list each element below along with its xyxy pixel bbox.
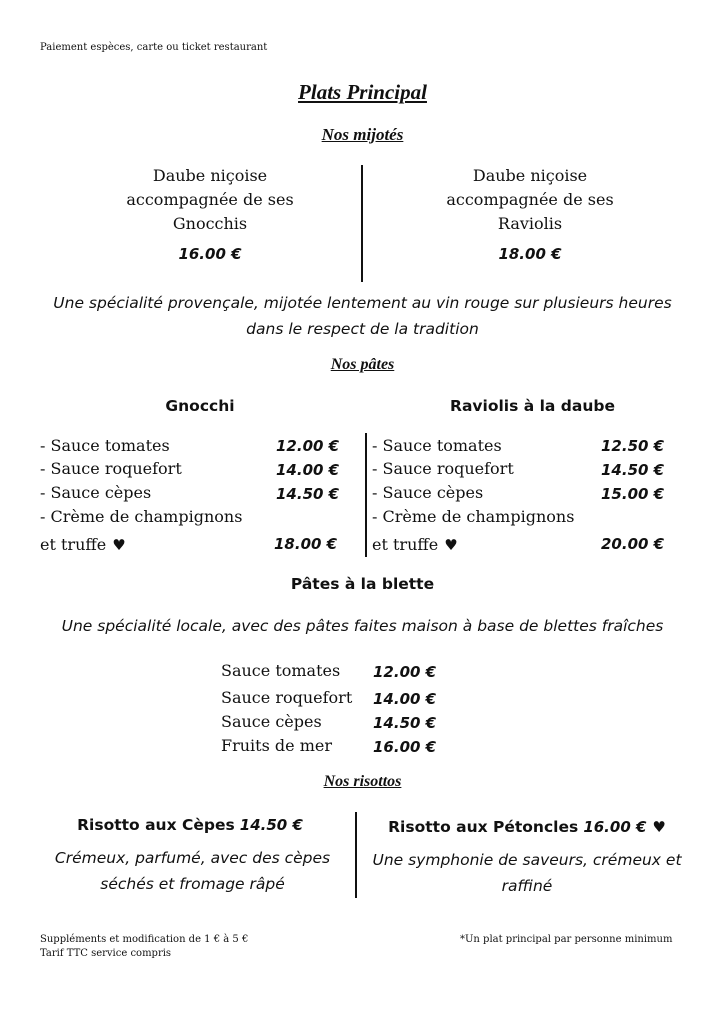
raviolis-item: - Crème de champignons [372, 507, 575, 526]
risottos-heading: Nos risottos [323, 773, 402, 790]
mijote-gnocchis-price: 16.00 € [178, 245, 242, 263]
mijote-raviolis [410, 164, 650, 236]
blette-price: 16.00 € [373, 738, 437, 756]
blette-item: Sauce roquefort [221, 688, 353, 707]
raviolis-item-truffe [372, 535, 458, 554]
gnocchi-price: 18.00 € [274, 535, 338, 553]
raviolis-price: 20.00 € [601, 535, 665, 553]
raviolis-item: - Sauce tomates [372, 436, 502, 455]
risotto-name: Risotto aux Pétoncles [388, 818, 579, 836]
payment-note: Paiement espèces, carte ou ticket restaurant [40, 42, 268, 53]
risotto-name: Risotto aux Cèpes [77, 816, 235, 834]
gnocchi-item: - Sauce roquefort [40, 459, 182, 478]
column-divider [365, 433, 367, 557]
mijotes-description [0, 290, 725, 342]
blette-description: Une spécialité locale, avec des pâtes faites maison à base de blettes fraîches [61, 617, 664, 635]
raviolis-price: 12.50 € [601, 437, 665, 455]
gnocchi-item: - Sauce cèpes [40, 483, 152, 502]
column-divider [361, 165, 363, 282]
raviolis-title: Raviolis à la daube [450, 397, 615, 415]
desc-line: raffiné [501, 877, 553, 895]
gnocchi-price: 14.50 € [276, 485, 340, 503]
risotto-cepes-title [40, 815, 340, 834]
dish-line: Gnocchis [172, 214, 248, 233]
risotto-price: 14.50 € [239, 816, 303, 834]
risotto-cepes-description [40, 845, 345, 897]
blette-heading: Pâtes à la blette [290, 575, 435, 593]
risotto-petoncles-title [372, 817, 682, 836]
desc-line: séchés et fromage râpé [100, 875, 285, 893]
gnocchi-price: 14.00 € [276, 461, 340, 479]
gnocchi-title: Gnocchi [165, 397, 235, 415]
blette-item: Sauce tomates [221, 661, 341, 680]
gnocchi-item: - Crème de champignons [40, 507, 243, 526]
mijotes-heading: Nos mijotés [321, 125, 404, 144]
raviolis-item: - Sauce cèpes [372, 483, 484, 502]
desc-line: Crémeux, parfumé, avec des cèpes [54, 849, 331, 867]
gnocchi-price: 12.00 € [276, 437, 340, 455]
pates-heading: Nos pâtes [330, 356, 395, 373]
supplements-note: Suppléments et modification de 1 € à 5 € [40, 934, 249, 945]
dish-line: accompagnée de ses [126, 190, 294, 209]
blette-price: 14.50 € [373, 714, 437, 732]
dish-line: Daube niçoise [152, 166, 268, 185]
heart-icon: ♥ [652, 818, 666, 836]
blette-item: Fruits de mer [221, 736, 332, 755]
raviolis-price: 15.00 € [601, 485, 665, 503]
heart-icon: ♥ [444, 536, 458, 554]
gnocchi-item-truffe [40, 535, 126, 554]
gnocchi-item: - Sauce tomates [40, 436, 170, 455]
blette-price: 14.00 € [373, 690, 437, 708]
heart-icon: ♥ [112, 536, 126, 554]
mijote-gnocchis [90, 164, 330, 236]
mijote-raviolis-price: 18.00 € [498, 245, 562, 263]
item-name: et truffe [372, 535, 439, 554]
blette-price: 12.00 € [373, 663, 437, 681]
item-name: et truffe [40, 535, 107, 554]
tarif-note: Tarif TTC service compris [40, 948, 172, 959]
dish-line: accompagnée de ses [446, 190, 614, 209]
desc-line: dans le respect de la tradition [246, 320, 479, 338]
minimum-note: *Un plat principal par personne minimum [460, 934, 673, 945]
page-title: Plats Principal [298, 80, 427, 104]
desc-line: Une symphonie de saveurs, crémeux et [372, 851, 682, 869]
column-divider [355, 812, 357, 898]
blette-item: Sauce cèpes [221, 712, 322, 731]
risotto-price: 16.00 € [583, 818, 647, 836]
risotto-petoncles-description [362, 847, 692, 899]
raviolis-price: 14.50 € [601, 461, 665, 479]
dish-line: Raviolis [497, 214, 563, 233]
desc-line: Une spécialité provençale, mijotée lentement au vin rouge sur plusieurs heures [53, 294, 672, 312]
raviolis-item: - Sauce roquefort [372, 459, 514, 478]
dish-line: Daube niçoise [472, 166, 588, 185]
